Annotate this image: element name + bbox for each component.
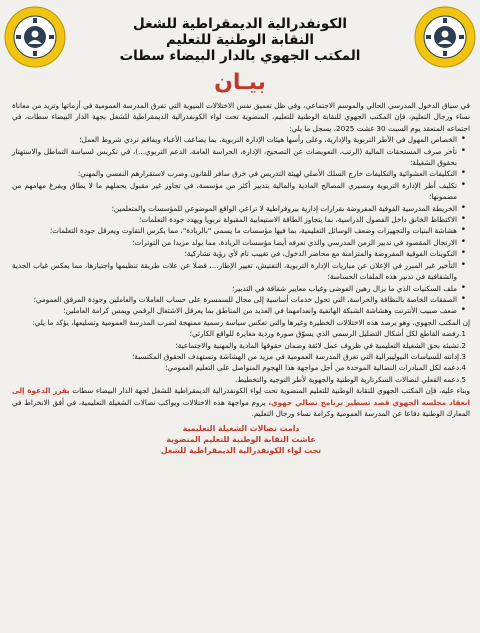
list-item: • التأخير غير المبرر في الإعلان عن مباريات الإدارة التربوية، التفتيش، تغيير الإطار...، فضلا عن علات طريقة تنظيمها واجتيازها، مما يعكس غياب الجدية والشفافية في تدبير هذه الملفات الحساسة؛ [12, 260, 466, 283]
demand-item: 1.رفضه القاطع لكل أشكال التضليل الرسمي الذي يسوّق صورة وردية مغايرة للواقع الكارثي؛ [189, 329, 466, 339]
slogans [12, 423, 470, 456]
list-item: • التكليفات العشوائية والتكليفات خارج السلك الأصلي لهيئة التدريس في خرق سافر للقانون وضرب لاستقرارهم النفسي والمهني؛ [12, 168, 466, 179]
slogan-line: عاشت النقابة الوطنية للتعليم المنضوية [166, 435, 316, 445]
closing-text-end: يروم مواجهة هذه الاختلالات ويواكب نضالات الشغيلة التعليمية، في أفق الانخراط في المعارك الوطنية دفاعا عن المدرسة العمومية وكرامة نساء ورجال التعليم. [12, 397, 470, 418]
observations-list [12, 134, 470, 317]
cdt-logo-left [4, 6, 66, 68]
header-union: النقابة الوطنية للتعليم [165, 32, 315, 48]
list-item: • الخصاص المهول في الأطر التربوية والإدارية، وعلى رأسها هيئات الإدارة التربوية، بما يضاعف الأعباء ويفاقم تردي شروط العمل؛ [12, 134, 466, 145]
conclusion-paragraph: إن المكتب الجهوي، وهو يرصد هذه الاختلالات الخطيرة وغيرها والتي تعكس سياسة رسمية ممنهجة لضرب المدرسة العمومية وتسليعها، يؤكد ما يلي: [32, 317, 470, 327]
slogan-line: دامت نضالات الشغيلة التعليمية [182, 424, 300, 434]
statement-body [12, 100, 470, 456]
header-org: الكونفدرالية الديمقراطية للشغل [133, 16, 347, 32]
list-item: • تكليف أطر الإدارة التربوية ومسيري المصالح المادية والمالية بتدبير أكثر من مؤسسة، في تجاوز غير مقبول يحملهم ما لا يطاق ويفرغ مهامهم من مضمونها؛ [12, 180, 466, 203]
document-title: بيـان [214, 70, 266, 95]
list-item: • الصفقات الخاصة بالنظافة والحراسة، التي تحول خدمات أساسية إلى مجال للسمسرة على حساب العاملات والعاملين وجودة المرفق العمومي؛ [12, 294, 466, 305]
list-item: • تأخر صرف المستحقات المالية (الرتب، التعويضات عن التصحيح، الإدارة، الحراسة العامة، الدعم التربوي...)، في تكريس لسياسة التماطل والاستهتار بحقوق الشغيلة؛ [12, 146, 466, 169]
list-item: • ضعف صبيب الأنترنت وهشاشة الشبكة الهاتفية وانعدامهما في العديد من المناطق بما يعرقل الاشتغال الرقمي ويمس كرامة العاملين؛ [12, 305, 466, 316]
demand-item: 2.تشبثه بحق الشغيلة التعليمية في ظروف عمل لائقة وضمان حقوقها المادية والمهنية والاجتماعية؛ [175, 340, 466, 350]
list-item: • الارتجال المقصود في تدبير الزمن المدرسي والذي تعرفه أيضا مؤسسات الريادة، مما يولد مزيدا من التوترات؛ [12, 237, 466, 248]
closing-paragraph [12, 385, 470, 419]
list-item: • التكوينات الفوقية المفروضة والمتزامنة مع محاضر الدخول، في تغييب تام لأي رؤية تشاركية؛ [12, 248, 466, 259]
intro-paragraph: في سياق الدخول المدرسي الحالي والموسم الاجتماعي، وفي ظل تعميق نفس الاختلالات البنيوية التي تفرق المدرسة العمومية في أزماتها وتزيد من معاناة نساء ورجال التعليم، فإن المكتب الجهوي للنقابة الوطنية للتعليم، المنضوية تحت لواء الكونفدرالية الديمقراطية للشغل بجهة الدار البيضاء سطات، في اجتماعه المنعقد يوم السبت 30 غشت 2025، يسجل ما يلي: [12, 101, 470, 133]
slogan-line: تحت لواء الكونفدرالية الديمقراطية للشغل [160, 446, 322, 456]
cdt-logo-right [414, 6, 476, 68]
list-item: • الاكتظاظ الخانق داخل الفصول الدراسية، بما يتجاوز الطاقة الاستيعابية المقبولة تربويا ويهدد جودة التعلمات؛ [12, 214, 466, 225]
list-item: • هشاشة البنيات والتجهيزات وضعف الوسائل التعليمية، بما فيها مؤسسات ما يسمى "بالريادة"، مما يكرس التفاوت ويعرقل جودة التعلمات؛ [12, 225, 466, 236]
letterhead [80, 16, 400, 64]
closing-text-start: وبناء عليه، فإن المكتب الجهوي للنقابة الوطنية للتعليم المنضوية تحت لواء الكونفدرالية الديمقراطية للشغل لجهة الدار البيضاء سطات [72, 386, 470, 396]
demand-item: 3.إدانته للسياسات النيوليبرالية التي تغرق المدرسة العمومية في مزيد من الهشاشة وتستهدف الحقوق المكتسبة؛ [132, 351, 466, 361]
list-item: • ملف السكنيات الذي ما يزال رهين الفوضى وغياب معايير شفافة في التدبير؛ [12, 283, 466, 294]
demand-item: 4.دعمه لكل المبادرات النضالية الموحدة من أجل مواجهة هذا الهجوم المتواصل على التعليم العمومي؛ [165, 363, 466, 373]
closing-decision: يقرر الدعوة إلى انعقاد مجلسه الجهوي قصد تسطير برنامج نضالي جهوي، [12, 386, 471, 407]
header-office: المكتب الجهوي بالدار البيضاء سطات [119, 48, 361, 64]
demand-item: 5.دعمه الفعلي لنضالات السكرتارية الوطنية والجهوية لأطر التوجيه والتخطيط. [235, 374, 466, 384]
demands-list [12, 328, 470, 385]
list-item: • الخريطة المدرسية الفوقية المفروضة بقرارات إدارية بيروقراطية لا تراعي الواقع الموضوعي للمؤسسات والمتعلمين؛ [12, 203, 466, 214]
